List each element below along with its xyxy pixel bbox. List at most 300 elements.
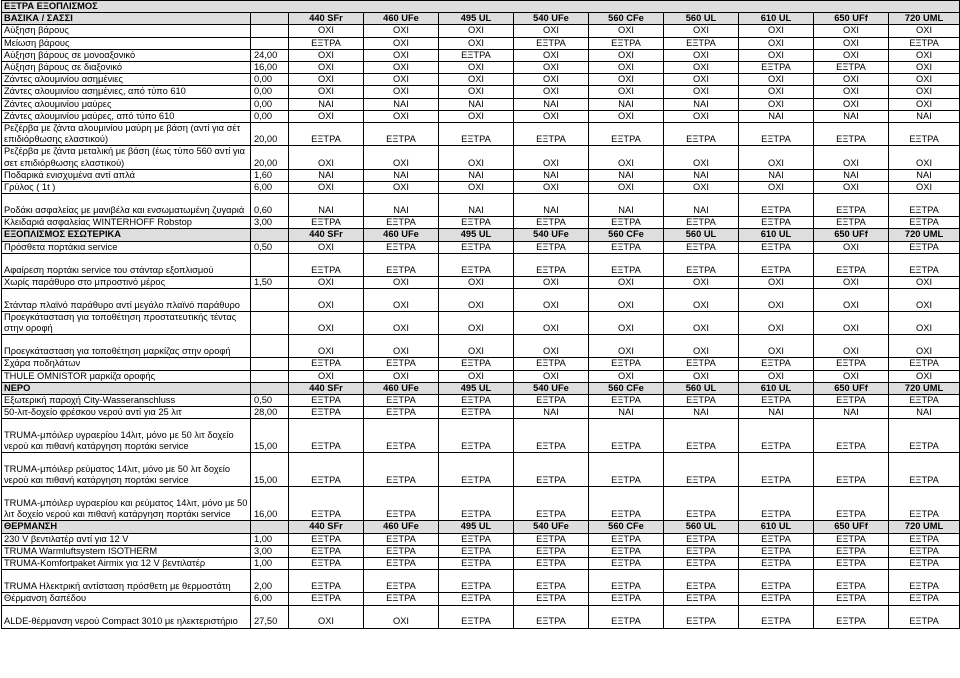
availability-cell: ΕΞΤΡΑ (289, 593, 364, 605)
availability-cell: ΟΧΙ (289, 74, 364, 86)
availability-cell: ΟΧΙ (664, 62, 739, 74)
availability-cell: ΟΧΙ (289, 605, 364, 628)
model-header-cell: 440 SFr (289, 521, 364, 533)
table-row (2, 49, 960, 61)
availability-cell: ΕΞΤΡΑ (739, 419, 814, 453)
availability-cell: ΕΞΤΡΑ (439, 605, 514, 628)
availability-cell: ΟΧΙ (739, 86, 814, 98)
availability-cell: ΕΞΤΡΑ (739, 395, 814, 407)
availability-cell: ΕΞΤΡΑ (814, 253, 889, 276)
item-price: 16,00 (251, 62, 289, 74)
item-price: 0,00 (251, 98, 289, 110)
item-label: TRUMA-μπόιλερ υγραερίου και ρεύματος 14λιτ, μόνο με 50 λιτ δοχείο νερού και πιθανή κατάργηση πορτάκι service (2, 487, 251, 521)
availability-cell: ΟΧΙ (364, 62, 439, 74)
availability-cell: ΕΞΤΡΑ (664, 570, 739, 593)
availability-cell: ΝΑΙ (364, 194, 439, 217)
table-row (2, 545, 960, 557)
availability-cell: ΕΞΤΡΑ (514, 253, 589, 276)
availability-cell: ΕΞΤΡΑ (664, 545, 739, 557)
item-label: Γρύλος ( 1t ) (2, 182, 251, 194)
availability-cell: ΟΧΙ (814, 335, 889, 358)
item-price: 6,00 (251, 182, 289, 194)
availability-cell: ΕΞΤΡΑ (589, 453, 664, 487)
availability-cell: ΝΑΙ (589, 169, 664, 181)
availability-cell: ΝΑΙ (889, 407, 960, 419)
availability-cell: ΕΞΤΡΑ (589, 558, 664, 570)
availability-cell: ΟΧΙ (514, 146, 589, 169)
availability-cell: ΟΧΙ (289, 86, 364, 98)
availability-cell: ΟΧΙ (589, 335, 664, 358)
model-header-cell: 540 UFe (514, 382, 589, 394)
availability-cell: ΟΧΙ (889, 182, 960, 194)
availability-cell: ΟΧΙ (739, 37, 814, 49)
availability-cell: ΕΞΤΡΑ (664, 253, 739, 276)
availability-cell: ΝΑΙ (364, 98, 439, 110)
availability-cell: ΕΞΤΡΑ (589, 545, 664, 557)
availability-cell: ΟΧΙ (514, 276, 589, 288)
availability-cell: ΟΧΙ (889, 25, 960, 37)
availability-cell: ΕΞΤΡΑ (739, 545, 814, 557)
section-header-row (2, 13, 960, 25)
model-header-cell: 560 UL (664, 382, 739, 394)
item-label: Μείωση βάρους (2, 37, 251, 49)
item-price: 20,00 (251, 146, 289, 169)
availability-cell: ΕΞΤΡΑ (514, 545, 589, 557)
model-header-cell: 560 CFe (589, 229, 664, 241)
model-header-cell: 720 UML (889, 382, 960, 394)
availability-cell: ΟΧΙ (289, 241, 364, 253)
availability-cell: ΝΑΙ (439, 98, 514, 110)
availability-cell: ΕΞΤΡΑ (439, 358, 514, 370)
section-title: ΒΑΣΙΚΑ / ΣΑΣΣΙ (2, 13, 251, 25)
item-price (251, 25, 289, 37)
table-row (2, 487, 960, 521)
table-row (2, 110, 960, 122)
item-label: Εξωτερική παροχή City-Wasseranschluss (2, 395, 251, 407)
table-row (2, 194, 960, 217)
availability-cell: ΝΑΙ (664, 169, 739, 181)
availability-cell: ΕΞΤΡΑ (439, 487, 514, 521)
availability-cell: ΟΧΙ (664, 110, 739, 122)
table-row (2, 407, 960, 419)
availability-cell: ΕΞΤΡΑ (889, 395, 960, 407)
availability-cell: ΕΞΤΡΑ (289, 217, 364, 229)
availability-cell: ΟΧΙ (514, 25, 589, 37)
availability-cell: ΕΞΤΡΑ (439, 570, 514, 593)
availability-cell: ΟΧΙ (289, 49, 364, 61)
table-row (2, 335, 960, 358)
availability-cell: ΕΞΤΡΑ (664, 241, 739, 253)
availability-cell: ΝΑΙ (589, 407, 664, 419)
model-header-cell: 720 UML (889, 521, 960, 533)
model-header-cell: 460 UFe (364, 229, 439, 241)
availability-cell: ΕΞΤΡΑ (589, 395, 664, 407)
availability-cell: ΟΧΙ (364, 146, 439, 169)
table-row (2, 312, 960, 335)
availability-cell: ΕΞΤΡΑ (739, 253, 814, 276)
availability-cell: ΟΧΙ (439, 25, 514, 37)
availability-cell: ΕΞΤΡΑ (739, 217, 814, 229)
item-label: Σχάρα ποδηλάτων (2, 358, 251, 370)
availability-cell: ΟΧΙ (364, 335, 439, 358)
item-price (251, 382, 289, 394)
availability-cell: ΟΧΙ (589, 289, 664, 312)
availability-cell: ΕΞΤΡΑ (889, 241, 960, 253)
availability-cell: ΟΧΙ (289, 370, 364, 382)
availability-cell: ΟΧΙ (439, 37, 514, 49)
availability-cell: ΟΧΙ (739, 289, 814, 312)
availability-cell: ΝΑΙ (889, 169, 960, 181)
availability-cell: ΕΞΤΡΑ (514, 37, 589, 49)
availability-cell: ΕΞΤΡΑ (814, 545, 889, 557)
item-label: Προεγκάτασταση για τοποθέτηση μαρκίζας στην οροφή (2, 335, 251, 358)
availability-cell: ΕΞΤΡΑ (814, 487, 889, 521)
availability-cell: ΕΞΤΡΑ (514, 217, 589, 229)
availability-cell: ΟΧΙ (589, 146, 664, 169)
availability-cell: ΟΧΙ (889, 276, 960, 288)
availability-cell: ΕΞΤΡΑ (439, 453, 514, 487)
item-price: 15,00 (251, 419, 289, 453)
availability-cell: ΕΞΤΡΑ (664, 558, 739, 570)
availability-cell: ΕΞΤΡΑ (889, 533, 960, 545)
availability-cell: ΟΧΙ (364, 37, 439, 49)
availability-cell: ΟΧΙ (514, 86, 589, 98)
item-label: Προεγκάτασταση για τοποθέτηση προστατευτικής τέντας στην οροφή (2, 312, 251, 335)
item-price (251, 370, 289, 382)
availability-cell: ΝΑΙ (739, 407, 814, 419)
table-row (2, 241, 960, 253)
availability-cell: ΕΞΤΡΑ (814, 358, 889, 370)
availability-cell: ΕΞΤΡΑ (889, 358, 960, 370)
model-header-cell: 720 UML (889, 13, 960, 25)
item-label: Ρεζέρβα με ζάντα μεταλική με βάση (έως τύπο 560 αντί για σετ επιδιόρθωσης ελαστικού) (2, 146, 251, 169)
availability-cell: ΟΧΙ (364, 86, 439, 98)
item-price (251, 253, 289, 276)
availability-cell: ΟΧΙ (889, 146, 960, 169)
availability-cell: ΟΧΙ (439, 86, 514, 98)
model-header-cell: 650 UFf (814, 521, 889, 533)
table-row (2, 37, 960, 49)
availability-cell: ΟΧΙ (664, 74, 739, 86)
availability-cell: ΕΞΤΡΑ (814, 217, 889, 229)
table-row (2, 419, 960, 453)
item-label: TRUMA-Komfortpaket Airmix για 12 V βεντιλατέρ (2, 558, 251, 570)
availability-cell: ΕΞΤΡΑ (664, 419, 739, 453)
availability-cell: ΟΧΙ (289, 110, 364, 122)
availability-cell: ΕΞΤΡΑ (739, 487, 814, 521)
availability-cell: ΟΧΙ (589, 86, 664, 98)
availability-cell: ΟΧΙ (439, 62, 514, 74)
availability-cell: ΕΞΤΡΑ (364, 217, 439, 229)
availability-cell: ΕΞΤΡΑ (739, 453, 814, 487)
model-header-cell: 560 UL (664, 13, 739, 25)
availability-cell: ΟΧΙ (664, 289, 739, 312)
availability-cell: ΕΞΤΡΑ (589, 358, 664, 370)
availability-cell: ΕΞΤΡΑ (439, 253, 514, 276)
availability-cell: ΕΞΤΡΑ (589, 253, 664, 276)
availability-cell: ΟΧΙ (664, 182, 739, 194)
item-label: Χωρίς παράθυρο στο μπροστινό μέρος (2, 276, 251, 288)
model-header-cell: 495 UL (439, 382, 514, 394)
availability-cell: ΟΧΙ (814, 370, 889, 382)
table-row (2, 453, 960, 487)
item-label: 50-λιτ-δοχείο φρέσκου νερού αντί για 25 λιτ (2, 407, 251, 419)
availability-cell: ΟΧΙ (814, 37, 889, 49)
item-price: 0,60 (251, 194, 289, 217)
availability-cell: ΕΞΤΡΑ (514, 453, 589, 487)
availability-cell: ΟΧΙ (514, 74, 589, 86)
availability-cell: ΟΧΙ (364, 110, 439, 122)
availability-cell: ΟΧΙ (439, 312, 514, 335)
availability-cell: ΟΧΙ (289, 182, 364, 194)
availability-cell: ΟΧΙ (814, 49, 889, 61)
availability-cell: ΕΞΤΡΑ (364, 558, 439, 570)
item-price (251, 335, 289, 358)
availability-cell: ΕΞΤΡΑ (739, 62, 814, 74)
availability-cell: ΕΞΤΡΑ (664, 217, 739, 229)
item-label: Αύξηση βάρους (2, 25, 251, 37)
availability-cell: ΕΞΤΡΑ (889, 487, 960, 521)
availability-cell: ΝΑΙ (514, 98, 589, 110)
availability-cell: ΟΧΙ (589, 182, 664, 194)
sheet-title-row (2, 1, 960, 13)
item-price (251, 13, 289, 25)
availability-cell: ΕΞΤΡΑ (289, 253, 364, 276)
item-price: 15,00 (251, 453, 289, 487)
availability-cell: ΕΞΤΡΑ (514, 558, 589, 570)
availability-cell: ΟΧΙ (664, 25, 739, 37)
availability-cell: ΕΞΤΡΑ (289, 545, 364, 557)
availability-cell: ΕΞΤΡΑ (289, 453, 364, 487)
item-price: 3,00 (251, 545, 289, 557)
availability-cell: ΟΧΙ (889, 86, 960, 98)
availability-cell: ΕΞΤΡΑ (289, 487, 364, 521)
availability-cell: ΝΑΙ (364, 169, 439, 181)
availability-cell: ΕΞΤΡΑ (364, 407, 439, 419)
availability-cell: ΟΧΙ (589, 110, 664, 122)
availability-cell: ΟΧΙ (439, 276, 514, 288)
model-header-cell: 440 SFr (289, 13, 364, 25)
item-price: 16,00 (251, 487, 289, 521)
availability-cell: ΟΧΙ (439, 370, 514, 382)
availability-cell: ΕΞΤΡΑ (439, 49, 514, 61)
section-header-row (2, 521, 960, 533)
item-price: 1,00 (251, 558, 289, 570)
item-price: 27,50 (251, 605, 289, 628)
availability-cell: ΝΑΙ (589, 98, 664, 110)
availability-cell: ΕΞΤΡΑ (439, 558, 514, 570)
availability-cell: ΕΞΤΡΑ (364, 453, 439, 487)
item-label: Στάνταρ πλαϊνό παράθυρο αντί μεγάλο πλαϊνό παράθυρο (2, 289, 251, 312)
availability-cell: ΟΧΙ (289, 276, 364, 288)
availability-cell: ΕΞΤΡΑ (364, 487, 439, 521)
availability-cell: ΕΞΤΡΑ (514, 419, 589, 453)
availability-cell: ΟΧΙ (739, 312, 814, 335)
table-row (2, 217, 960, 229)
availability-cell: ΕΞΤΡΑ (889, 558, 960, 570)
availability-cell: ΕΞΤΡΑ (889, 545, 960, 557)
availability-cell: ΕΞΤΡΑ (664, 487, 739, 521)
availability-cell: ΕΞΤΡΑ (889, 570, 960, 593)
availability-cell: ΕΞΤΡΑ (814, 593, 889, 605)
availability-cell: ΟΧΙ (364, 74, 439, 86)
availability-cell: ΕΞΤΡΑ (289, 558, 364, 570)
model-header-cell: 650 UFf (814, 382, 889, 394)
availability-cell: ΕΞΤΡΑ (589, 570, 664, 593)
availability-cell: ΟΧΙ (739, 182, 814, 194)
item-price: 0,50 (251, 395, 289, 407)
table-row (2, 74, 960, 86)
availability-cell: ΕΞΤΡΑ (589, 123, 664, 146)
table-row (2, 289, 960, 312)
availability-cell: ΟΧΙ (514, 312, 589, 335)
availability-cell: ΕΞΤΡΑ (664, 37, 739, 49)
table-row (2, 395, 960, 407)
availability-cell: ΟΧΙ (739, 98, 814, 110)
availability-cell: ΕΞΤΡΑ (889, 217, 960, 229)
availability-cell: ΟΧΙ (814, 182, 889, 194)
availability-cell: ΟΧΙ (589, 62, 664, 74)
availability-cell: ΟΧΙ (439, 335, 514, 358)
availability-cell: ΕΞΤΡΑ (814, 194, 889, 217)
availability-cell: ΕΞΤΡΑ (514, 533, 589, 545)
availability-cell: ΕΞΤΡΑ (289, 123, 364, 146)
availability-cell: ΕΞΤΡΑ (739, 570, 814, 593)
model-header-cell: 495 UL (439, 13, 514, 25)
item-price: 0,50 (251, 241, 289, 253)
availability-cell: ΕΞΤΡΑ (589, 37, 664, 49)
availability-cell: ΕΞΤΡΑ (889, 37, 960, 49)
availability-cell: ΟΧΙ (739, 370, 814, 382)
table-row (2, 358, 960, 370)
availability-cell: ΕΞΤΡΑ (514, 593, 589, 605)
availability-cell: ΟΧΙ (889, 98, 960, 110)
item-label: TRUMA Ηλεκτρική αντίσταση πρόσθετη με θερμοστάτη (2, 570, 251, 593)
availability-cell: ΕΞΤΡΑ (664, 593, 739, 605)
section-title: ΕΞΟΠΛΙΣΜΟΣ ΕΣΩΤΕΡΙΚΑ (2, 229, 251, 241)
availability-cell: ΕΞΤΡΑ (589, 241, 664, 253)
availability-cell: ΟΧΙ (514, 370, 589, 382)
availability-cell: ΕΞΤΡΑ (364, 419, 439, 453)
availability-cell: ΝΑΙ (289, 169, 364, 181)
availability-cell: ΟΧΙ (889, 335, 960, 358)
availability-cell: ΟΧΙ (814, 241, 889, 253)
item-label: Ρεζέρβα με ζάντα αλουμινίου μαύρη με βάση (αντί για σέτ επιδιόρθωσης ελαστικού) (2, 123, 251, 146)
availability-cell: ΕΞΤΡΑ (664, 605, 739, 628)
availability-cell: ΟΧΙ (439, 74, 514, 86)
availability-cell: ΝΑΙ (739, 169, 814, 181)
availability-cell: ΟΧΙ (814, 289, 889, 312)
availability-cell: ΟΧΙ (514, 289, 589, 312)
availability-cell: ΟΧΙ (589, 49, 664, 61)
item-price (251, 521, 289, 533)
availability-cell: ΟΧΙ (814, 146, 889, 169)
availability-cell: ΕΞΤΡΑ (289, 407, 364, 419)
availability-cell: ΝΑΙ (814, 110, 889, 122)
availability-cell: ΕΞΤΡΑ (739, 593, 814, 605)
availability-cell: ΟΧΙ (664, 370, 739, 382)
availability-cell: ΕΞΤΡΑ (514, 241, 589, 253)
item-price: 24,00 (251, 49, 289, 61)
table-row (2, 25, 960, 37)
section-header-row (2, 229, 960, 241)
availability-cell: ΕΞΤΡΑ (589, 419, 664, 453)
availability-cell: ΕΞΤΡΑ (889, 593, 960, 605)
table-row (2, 370, 960, 382)
availability-cell: ΕΞΤΡΑ (364, 358, 439, 370)
availability-cell: ΕΞΤΡΑ (364, 593, 439, 605)
item-price: 0,00 (251, 86, 289, 98)
model-header-cell: 440 SFr (289, 229, 364, 241)
model-header-cell: 650 UFf (814, 13, 889, 25)
availability-cell: ΕΞΤΡΑ (364, 395, 439, 407)
availability-cell: ΝΑΙ (814, 169, 889, 181)
model-header-cell: 460 UFe (364, 13, 439, 25)
availability-cell: ΟΧΙ (289, 146, 364, 169)
availability-cell: ΟΧΙ (364, 312, 439, 335)
item-price: 1,00 (251, 533, 289, 545)
availability-cell: ΟΧΙ (889, 74, 960, 86)
availability-cell: ΟΧΙ (814, 74, 889, 86)
table-row (2, 533, 960, 545)
availability-cell: ΕΞΤΡΑ (589, 217, 664, 229)
availability-cell: ΕΞΤΡΑ (364, 570, 439, 593)
availability-cell: ΟΧΙ (889, 49, 960, 61)
availability-cell: ΕΞΤΡΑ (814, 533, 889, 545)
availability-cell: ΟΧΙ (289, 312, 364, 335)
availability-cell: ΝΑΙ (289, 194, 364, 217)
availability-cell: ΕΞΤΡΑ (739, 123, 814, 146)
availability-cell: ΕΞΤΡΑ (814, 558, 889, 570)
availability-cell: ΝΑΙ (664, 194, 739, 217)
availability-cell: ΟΧΙ (889, 312, 960, 335)
item-price: 0,00 (251, 110, 289, 122)
availability-cell: ΟΧΙ (514, 110, 589, 122)
item-label: Αύξηση βάρους σε διαξονικό (2, 62, 251, 74)
item-label: ALDE-θέρμανση νερού Compact 3010 με ηλεκτεριστήριο (2, 605, 251, 628)
availability-cell: ΕΞΤΡΑ (289, 37, 364, 49)
availability-cell: ΟΧΙ (814, 98, 889, 110)
table-row (2, 570, 960, 593)
availability-cell: ΟΧΙ (589, 276, 664, 288)
model-header-cell: 610 UL (739, 521, 814, 533)
item-label: Αύξηση βάρους σε μονοαξονικό (2, 49, 251, 61)
item-label: Κλειδαριά ασφαλείας WINTERHOFF Robstop (2, 217, 251, 229)
item-price: 3,00 (251, 217, 289, 229)
availability-cell: ΟΧΙ (364, 49, 439, 61)
model-header-cell: 460 UFe (364, 382, 439, 394)
model-header-cell: 560 CFe (589, 521, 664, 533)
availability-cell: ΟΧΙ (889, 370, 960, 382)
availability-cell: ΕΞΤΡΑ (664, 533, 739, 545)
availability-cell: ΟΧΙ (364, 182, 439, 194)
availability-cell: ΟΧΙ (589, 25, 664, 37)
availability-cell: ΝΑΙ (664, 98, 739, 110)
item-price: 2,00 (251, 570, 289, 593)
section-title: ΘΕΡΜΑΝΣΗ (2, 521, 251, 533)
availability-cell: ΝΑΙ (514, 169, 589, 181)
availability-cell: ΟΧΙ (664, 312, 739, 335)
item-label: Ζάντες αλουμινίου ασημένιες, από τύπο 610 (2, 86, 251, 98)
equipment-table (1, 0, 960, 629)
availability-cell: ΕΞΤΡΑ (439, 407, 514, 419)
availability-cell: ΕΞΤΡΑ (439, 123, 514, 146)
item-price: 20,00 (251, 123, 289, 146)
item-label: Ζάντες αλουμινίου ασημένιες (2, 74, 251, 86)
item-price (251, 229, 289, 241)
availability-cell: ΝΑΙ (439, 169, 514, 181)
availability-cell: ΟΧΙ (739, 276, 814, 288)
